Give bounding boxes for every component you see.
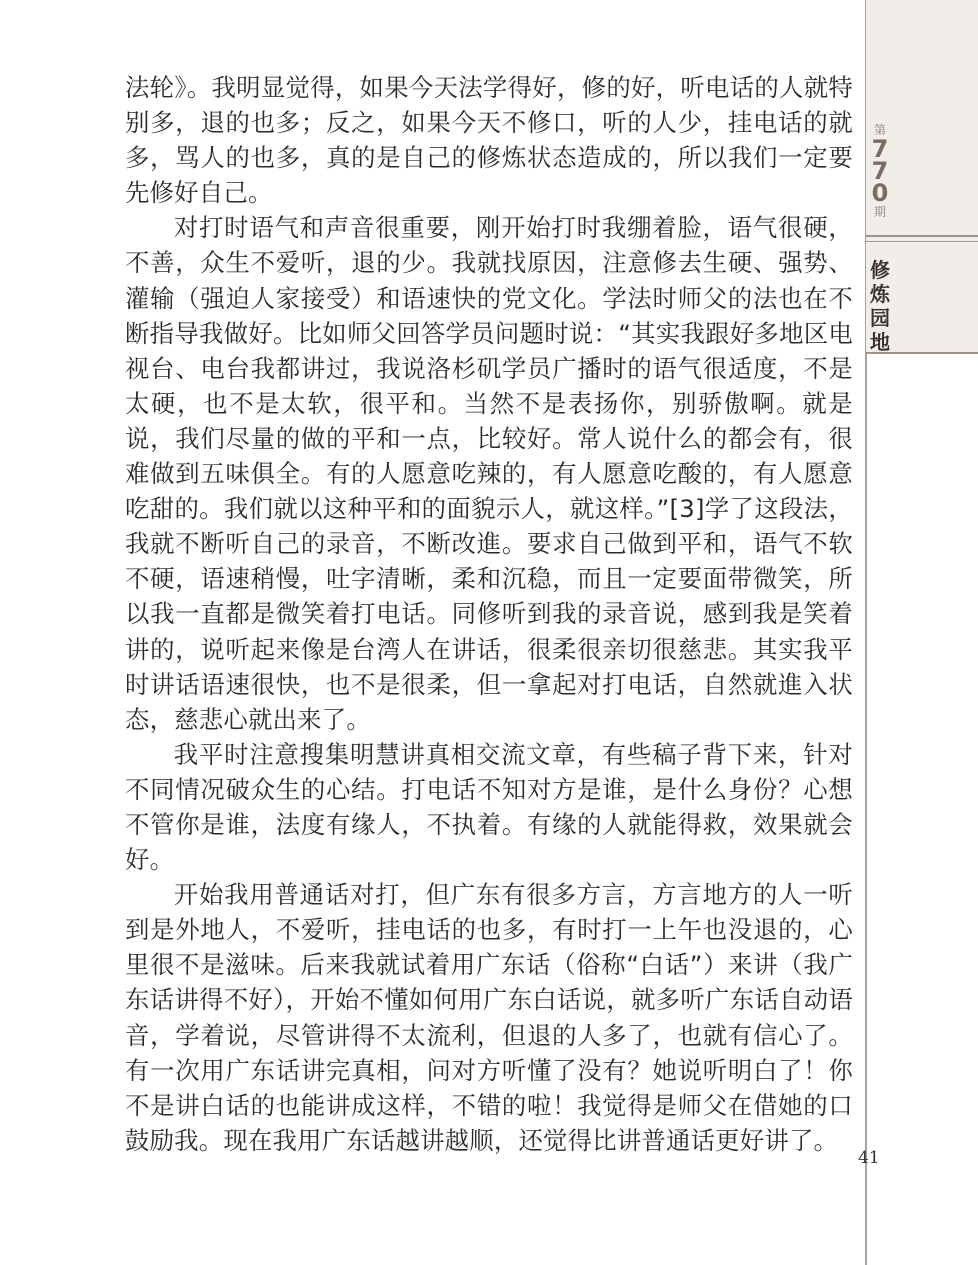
page-number: 41 [858, 1148, 880, 1168]
section-title [868, 258, 892, 354]
paragraph-4: 开始我用普通话对打，但广东有很多方言，方言地方的人一听到是外地人，不爱听，挂电话的也多，有时打一上午也没退的，心里很不是滋味。后来我就试着用广东话（俗称“白话”）来讲（我广东话讲得不好），开始不懂如何用广东白话说，就多听广东话自动语音，学着说，尽管讲得不太流利，但退的人多了，也就有信心了。有一次用广东话讲完真相，问对方听懂了没有？她说听明白了！你不是讲白话的也能讲成这样，不错的啦！我觉得是师父在借她的口鼓励我。现在我用广东话越讲越顺，还觉得比讲普通话更好讲了。 [125, 880, 853, 1155]
section-char: 园 [870, 306, 890, 330]
issue-digit: 0 [871, 179, 889, 207]
article-body [125, 70, 853, 1158]
tab-divider [866, 235, 978, 237]
issue-prefix: 第 [873, 123, 886, 137]
paragraph-1: 法轮》。我明显觉得，如果今天法学得好，修的好，听电话的人就特别多，退的也多；反之，如果今天不修口，听的人少，挂电话的就多，骂人的也多，真的是自己的修炼状态造成的，所以我们一定要先修好自己。 [125, 73, 853, 208]
issue-digit: 7 [871, 135, 889, 163]
paragraph-2: 对打时语气和声音很重要，刚开始打时我绷着脸，语气很硬，不善，众生不爱听，退的少。我就找原因，注意修去生硬、强势、灌输（强迫人家接受）和语速快的党文化。学法时师父的法也在不断指导我做好。比如师父回答学员问题时说：“其实我跟好多地区电视台、电台我都讲过，我说洛杉矶学员广播时的语气很适度，不是太硬，也不是太软，很平和。当然不是表扬你，别骄傲啊。就是说，我们尽量的做的平和一点，比较好。常人说什么的都会有，很难做到五味俱全。有的人愿意吃辣的，有人愿意吃酸的，有人愿意吃甜的。我们就以这种平和的面貌示人，就这样。”[3]学了这段法，我就不断听自己的录音，不断改進。要求自己做到平和，语气不软不硬，语速稍慢，吐字清晰，柔和沉稳，而且一定要面带微笑，所以我一直都是微笑着打电话。同修听到我的录音说，感到我是笑着讲的，说听起来像是台湾人在讲话，很柔很亲切很慈悲。其实我平时讲话语速很快，也不是很柔，但一拿起对打电话，自然就進入状态，慈悲心就出来了。 [125, 213, 853, 734]
issue-digit: 7 [871, 157, 889, 185]
section-char: 地 [870, 330, 890, 354]
paragraph-3: 我平时注意搜集明慧讲真相交流文章，有些稿子背下来，针对不同情况破众生的心结。打电话不知对方是谁，是什么身份？心想不管你是谁，法度有缘人，不执着。有缘的人就能得救，效果就会好。 [125, 739, 853, 875]
section-char: 炼 [870, 282, 890, 306]
issue-suffix: 期 [873, 205, 886, 219]
section-char: 修 [870, 258, 890, 282]
tab-divider-thin [866, 241, 978, 242]
issue-number [868, 122, 892, 220]
